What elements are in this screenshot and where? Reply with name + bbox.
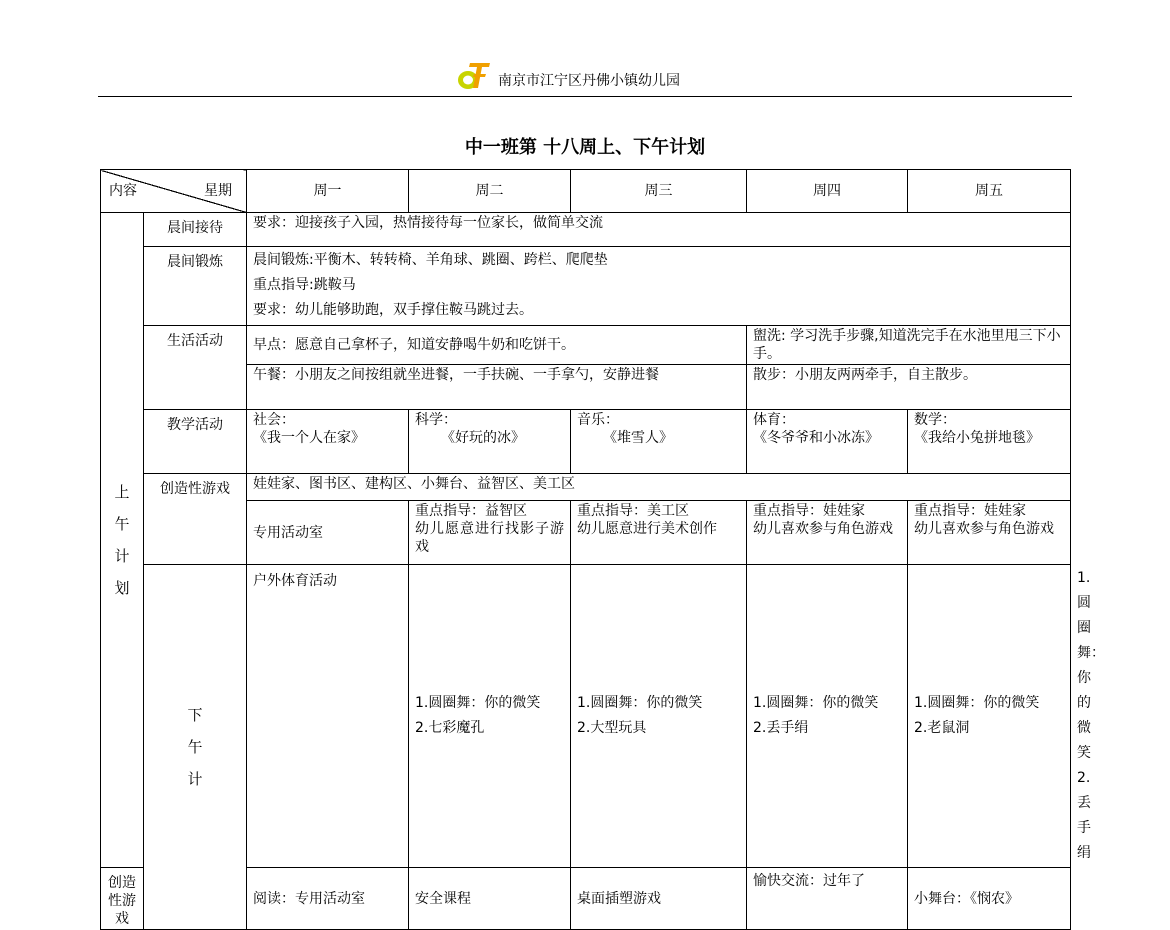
teaching-topic: 《我给小兔拼地毯》 — [914, 430, 1040, 446]
category-creative-games-am: 创造性游戏 — [144, 474, 247, 565]
row-morning-reception — [101, 213, 1071, 247]
morning-label-char: 划 — [114, 579, 130, 597]
morning-label-char: 午 — [114, 515, 130, 533]
teaching-subject: 数学： — [914, 412, 956, 428]
exercise-requirement: 要求：幼儿能够助跑，双手撑住鞍马跳过去。 — [253, 302, 533, 318]
lunch-text: 午餐：小朋友之间按组就坐进餐，一手扶碗、一手拿勺，安静进餐 — [247, 365, 747, 410]
day-header-wed: 周三 — [571, 170, 747, 213]
teaching-subject: 社会： — [253, 412, 295, 428]
afternoon-label-char: 午 — [187, 738, 203, 756]
day-header-fri: 周五 — [908, 170, 1071, 213]
category-morning-reception: 晨间接待 — [144, 213, 247, 247]
category-creative-games-pm: 创造性游戏 — [101, 868, 144, 930]
creative-focus-wed — [571, 501, 747, 565]
teaching-subject: 音乐： — [577, 412, 619, 428]
teaching-subject: 科学： — [415, 412, 457, 428]
afternoon-label-char: 下 — [187, 706, 203, 724]
breakfast-text: 早点：愿意自己拿杯子，知道安静喝牛奶和吃饼干。 — [247, 326, 747, 365]
corner-weekday-label: 星期 — [204, 183, 232, 199]
teaching-topic: 《好玩的冰》 — [441, 430, 525, 446]
row-morning-exercise — [101, 247, 1071, 326]
category-life-activities: 生活活动 — [144, 326, 247, 410]
creative-pm-tue: 安全课程 — [409, 868, 571, 930]
teaching-topic: 《堆雪人》 — [603, 430, 673, 446]
row-life-activities-1 — [101, 326, 1071, 365]
outdoor-pe-tue — [571, 565, 747, 868]
teaching-wed — [571, 410, 747, 474]
row-life-activities-2 — [101, 365, 1071, 410]
day-header-tue: 周二 — [409, 170, 571, 213]
pe-item-2: 2.老鼠洞 — [914, 720, 970, 736]
afternoon-label-char: 计 — [187, 770, 203, 788]
exercise-items: 晨间锻炼:平衡木、转转椅、羊角球、跳圈、跨栏、爬爬垫 — [253, 252, 608, 268]
teaching-tue — [409, 410, 571, 474]
creative-pm-thu: 愉快交流：过年了 — [747, 868, 908, 930]
pe-item-1: 1.圆圈舞：你的微笑 — [753, 695, 879, 711]
page-header — [98, 56, 1072, 97]
row-creative-games-pm — [101, 868, 1071, 930]
outdoor-pe-mon — [409, 565, 571, 868]
row-creative-areas — [101, 474, 1071, 501]
table-header-row — [101, 170, 1071, 213]
exercise-focus: 重点指导:跳鞍马 — [253, 277, 356, 293]
teaching-subject: 体育： — [753, 412, 795, 428]
row-outdoor-pe: 下 午 计 户外体育活动 1.圆圈舞：你的微笑 2.七彩魔孔 1.圆圈舞：你的微笑 2.大型玩具 1.圆圈舞：你的微笑 2.丢手绢 1.圆圈舞：你的微笑 2.老鼠洞 1.圆圈舞：你的微笑 2.丢手绢 — [101, 565, 1071, 868]
creative-pm-fri: 小舞台：《悯农》 — [908, 868, 1071, 930]
creative-focus-fri — [908, 501, 1071, 565]
focus-goal: 幼儿喜欢参与角色游戏 — [914, 521, 1054, 537]
corner-header — [101, 170, 247, 213]
weekly-plan-table — [100, 169, 1105, 930]
morning-plan-label — [101, 213, 144, 868]
corner-content-label: 内容 — [109, 183, 137, 199]
pe-item-2: 2.大型玩具 — [577, 720, 647, 736]
focus-area: 重点指导：娃娃家 — [914, 503, 1026, 519]
school-logo — [456, 60, 494, 92]
category-teaching: 教学活动 — [144, 410, 247, 474]
teaching-topic: 《我一个人在家》 — [253, 430, 365, 446]
teaching-fri — [908, 410, 1071, 474]
focus-area: 重点指导：美工区 — [577, 503, 689, 519]
row-teaching — [101, 410, 1071, 474]
morning-label-char: 计 — [114, 547, 130, 565]
morning-reception-text: 要求：迎接孩子入园，热情接待每一位家长，做简单交流 — [247, 213, 1071, 247]
focus-goal: 幼儿愿意进行美术创作 — [577, 521, 717, 537]
plan-title: 中一班第 十八周上、下午计划 — [464, 137, 706, 158]
day-header-thu: 周四 — [747, 170, 908, 213]
category-outdoor-pe: 户外体育活动 — [247, 565, 409, 868]
row-creative-focus — [101, 501, 1071, 565]
teaching-thu — [747, 410, 908, 474]
creative-pm-mon: 阅读：专用活动室 — [247, 868, 409, 930]
morning-exercise-cell — [247, 247, 1071, 326]
teaching-topic: 《冬爷爷和小冰冻》 — [753, 430, 879, 446]
focus-area: 重点指导：娃娃家 — [753, 503, 865, 519]
pe-item-2: 2.七彩魔孔 — [415, 720, 485, 736]
creative-pm-wed: 桌面插塑游戏 — [571, 868, 747, 930]
focus-goal: 幼儿愿意进行找影子游戏 — [415, 521, 564, 555]
pe-item-2: 2.丢手绢 — [753, 720, 809, 736]
school-name: 南京市江宁区丹佛小镇幼儿园 — [498, 73, 680, 89]
pe-item-1: 1.圆圈舞：你的微笑 — [914, 695, 1040, 711]
focus-area: 重点指导：益智区 — [415, 503, 527, 519]
outdoor-pe-thu — [908, 565, 1071, 868]
walk-text: 散步：小朋友两两牵手，自主散步。 — [747, 365, 1071, 410]
focus-goal: 幼儿喜欢参与角色游戏 — [753, 521, 893, 537]
pe-item-1: 1.圆圈舞：你的微笑 — [577, 695, 703, 711]
morning-label-char: 上 — [114, 483, 130, 501]
creative-focus-thu — [747, 501, 908, 565]
creative-areas-text: 娃娃家、图书区、建构区、小舞台、益智区、美工区 — [247, 474, 1071, 501]
outdoor-pe-wed — [747, 565, 908, 868]
day-header-mon: 周一 — [247, 170, 409, 213]
washing-text: 盥洗: 学习洗手步骤,知道洗完手在水池里甩三下小手。 — [747, 326, 1071, 365]
creative-focus-mon: 专用活动室 — [247, 501, 409, 565]
afternoon-plan-label — [144, 565, 247, 930]
teaching-mon — [247, 410, 409, 474]
pe-item-1: 1.圆圈舞：你的微笑 — [415, 695, 541, 711]
creative-focus-tue — [409, 501, 571, 565]
category-morning-exercise: 晨间锻炼 — [144, 247, 247, 326]
